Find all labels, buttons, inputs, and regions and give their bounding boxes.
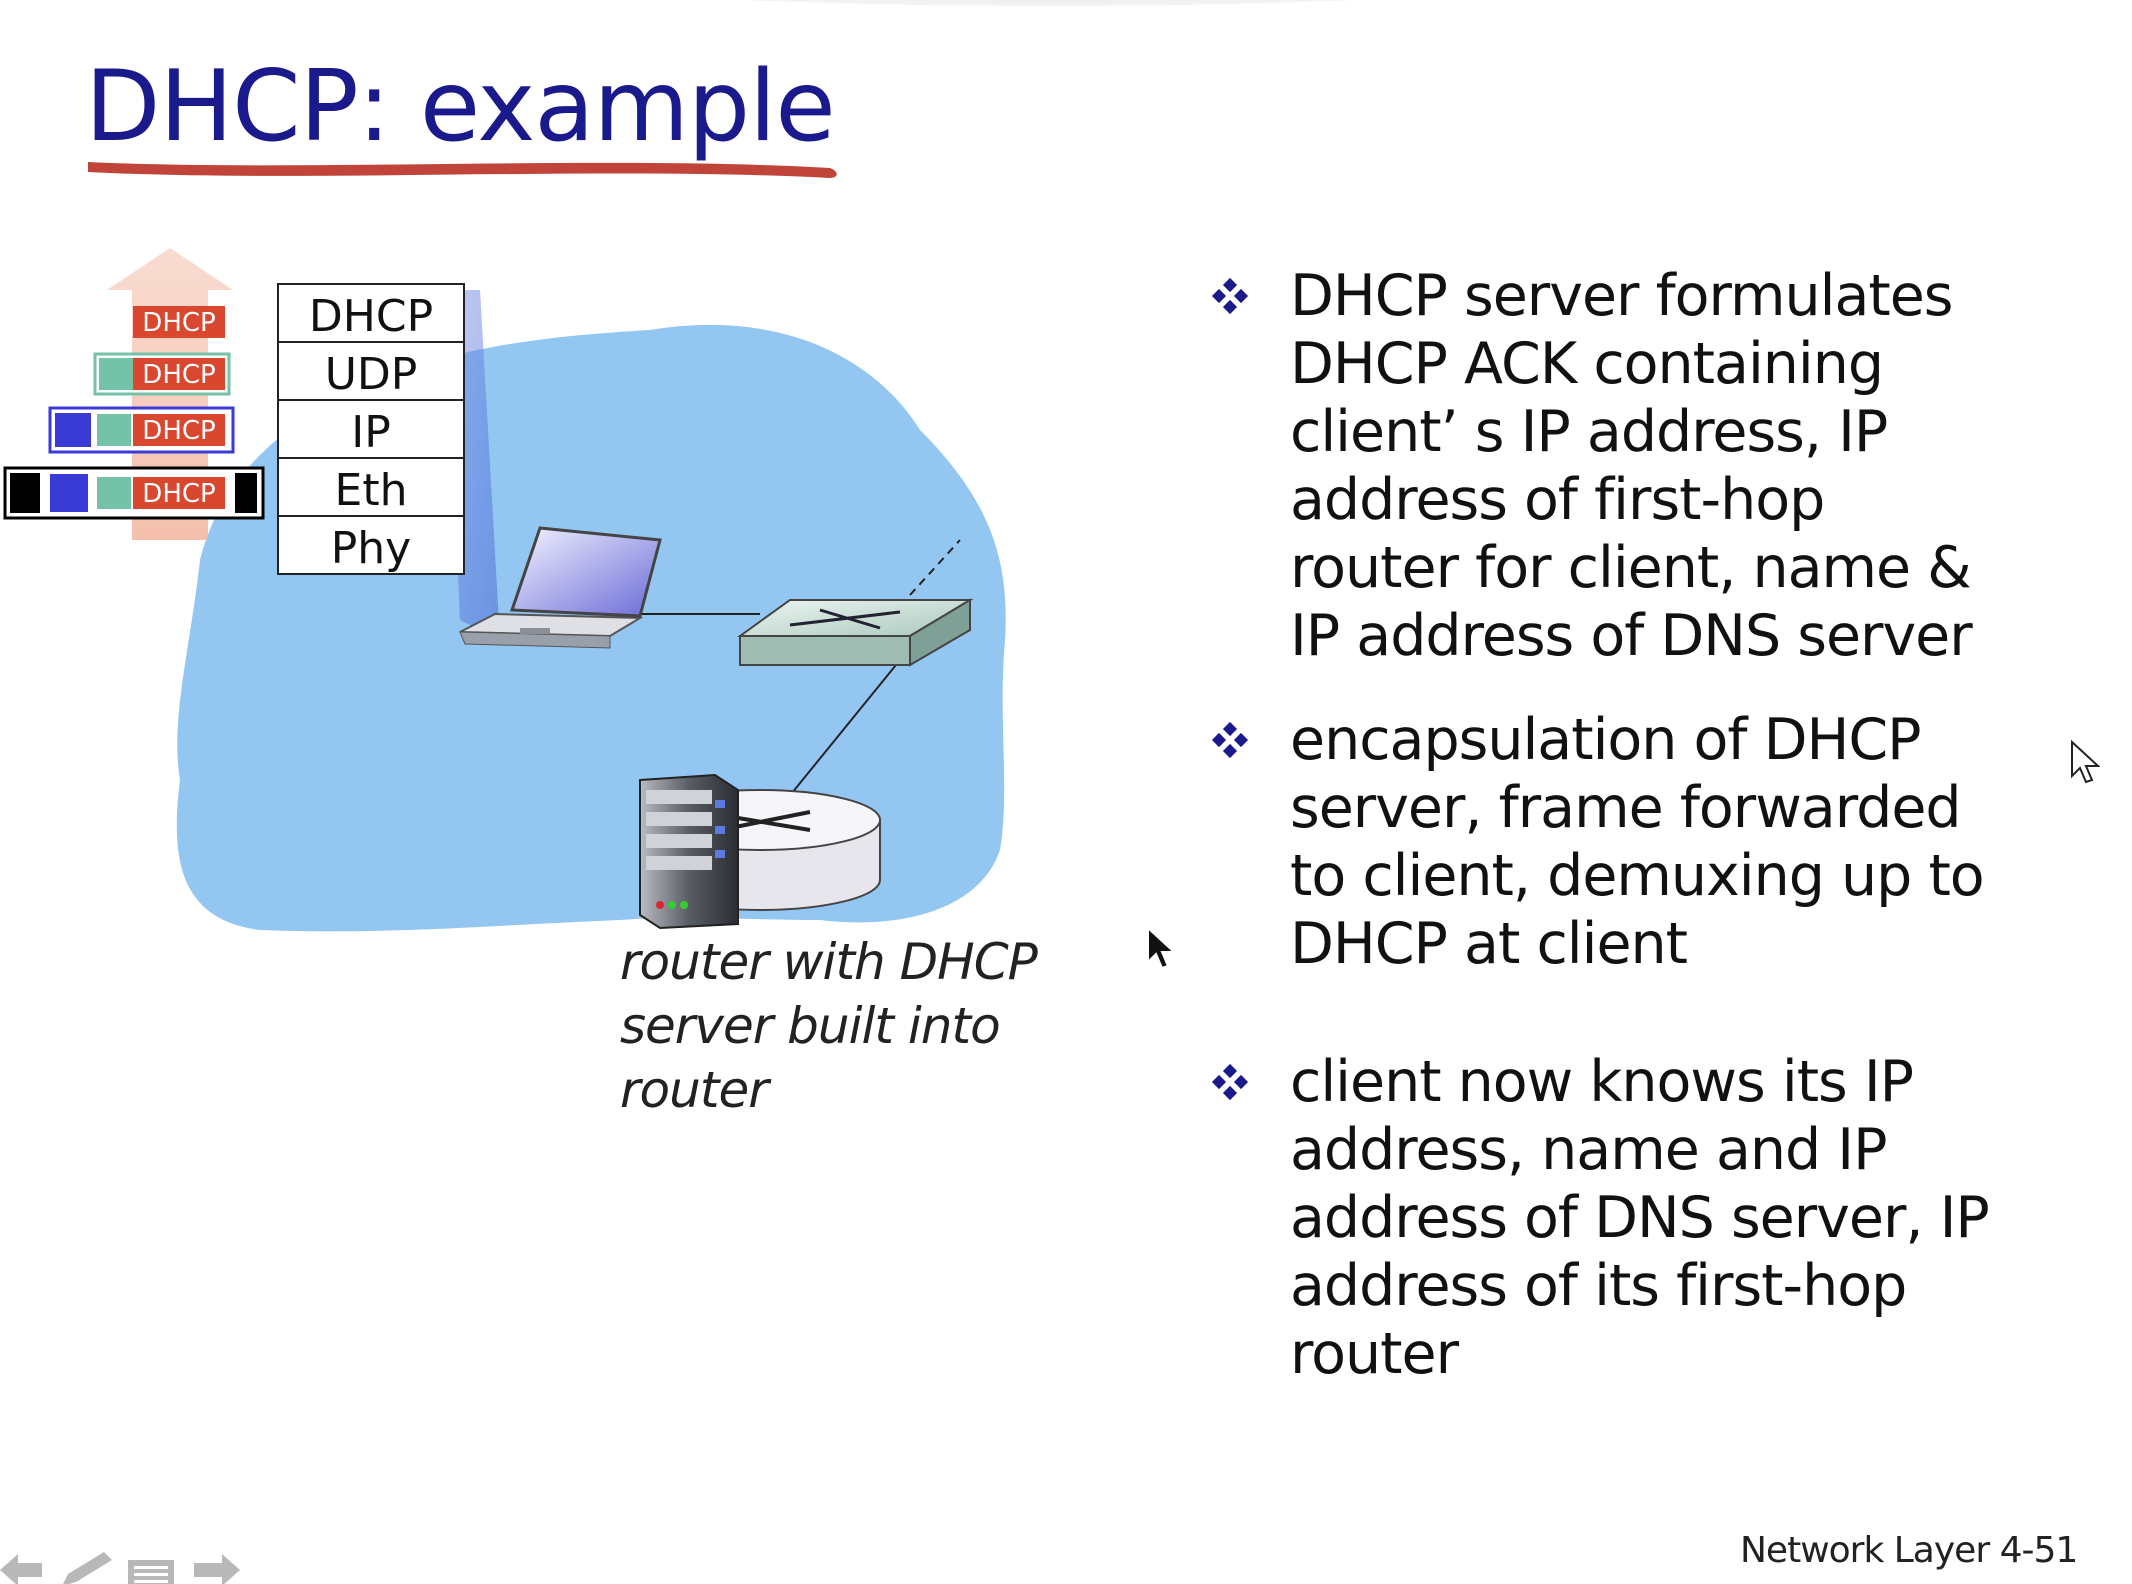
bullet-item (1210, 706, 2030, 978)
router-caption (620, 930, 1037, 1122)
encapsulated-packets (5, 306, 263, 518)
slide-menu-icon[interactable] (128, 1560, 174, 1584)
bullet-item (1210, 262, 2030, 670)
diamond-bullet-icon (1210, 1062, 1250, 1102)
bullet-line: client’ s IP address, IP (1290, 399, 1888, 465)
stack-layer-eth: Eth (334, 465, 408, 516)
bullet-list (1210, 262, 2030, 1424)
packet-dhcp-label: DHCP (142, 308, 216, 338)
bullet-line: router (1290, 1321, 1459, 1387)
packet-dhcp (133, 306, 225, 338)
caption-line: server built into (620, 997, 1000, 1055)
packet-eth-label: DHCP (142, 479, 216, 509)
packet-ip-label: DHCP (142, 416, 216, 446)
mouse-pointer-icon (1146, 926, 1176, 970)
caption-line: router (620, 1061, 768, 1119)
stack-layer-ip: IP (351, 407, 391, 458)
bullet-line: address of first-hop (1290, 467, 1825, 533)
caption-line: router with DHCP (620, 933, 1037, 991)
bullet-line: to client, demuxing up to (1290, 843, 1984, 909)
slide-footer: Network Layer 4-51 (1740, 1530, 2078, 1571)
bullet-line: IP address of DNS server (1290, 603, 1972, 669)
bullet-item (1210, 1048, 2030, 1388)
slide-title: DHCP: example (85, 50, 835, 164)
bullet-line: DHCP ACK containing (1290, 331, 1884, 397)
presentation-toolbar (0, 1550, 260, 1584)
mouse-pointer-outline-icon (2070, 740, 2100, 784)
bullet-line: DHCP server formulates (1290, 263, 1953, 329)
title-underline (88, 162, 837, 178)
bullet-line: server, frame forwarded (1290, 775, 1961, 841)
packet-ip (50, 408, 233, 452)
packet-udp (95, 354, 229, 394)
previous-slide-icon[interactable] (0, 1554, 42, 1584)
packet-eth (5, 468, 263, 518)
bullet-line: address of its first-hop (1290, 1253, 1907, 1319)
packet-udp-label: DHCP (142, 360, 216, 390)
protocol-stack (278, 284, 464, 574)
diamond-bullet-icon (1210, 720, 1250, 760)
bullet-line: address of DNS server, IP (1290, 1185, 1989, 1251)
bullet-line: router for client, name & (1290, 535, 1971, 601)
next-slide-icon[interactable] (194, 1554, 240, 1584)
bullet-line: DHCP at client (1290, 911, 1687, 977)
bullet-line: encapsulation of DHCP (1290, 707, 1921, 773)
pen-icon[interactable] (62, 1552, 112, 1584)
bullet-line: client now knows its IP (1290, 1049, 1914, 1115)
server-icon (640, 775, 738, 928)
stack-layer-dhcp: DHCP (308, 291, 434, 342)
bullet-line: address, name and IP (1290, 1117, 1887, 1183)
diamond-bullet-icon (1210, 276, 1250, 316)
stack-layer-udp: UDP (324, 349, 418, 400)
stack-layer-phy: Phy (330, 523, 412, 574)
